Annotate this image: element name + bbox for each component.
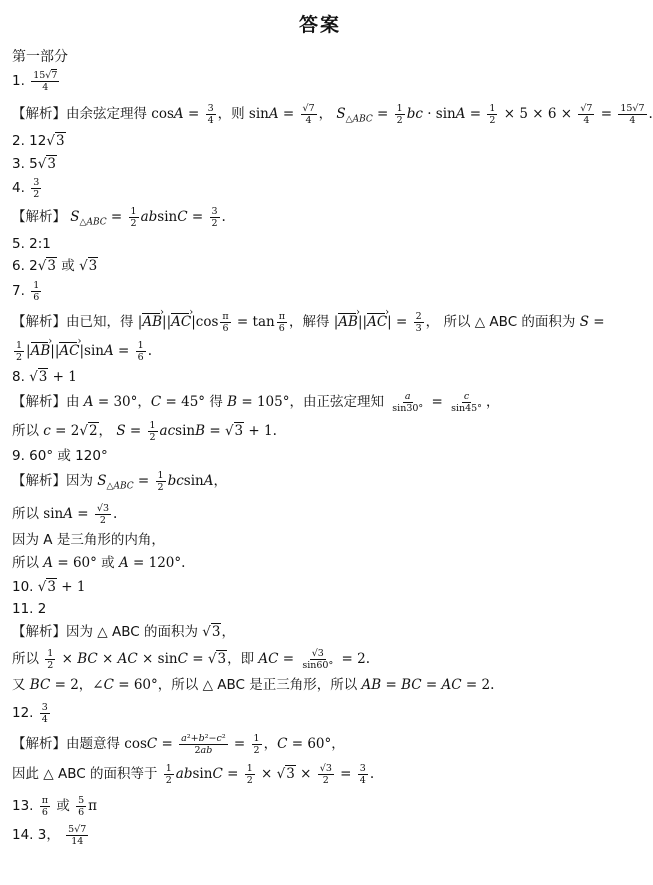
analysis-7-cont: $\frac{1}{2}$ |AB ›||AC ›|sinA = $\frac{1}{6}$ . [12, 340, 152, 363]
answer-11: 11. 2 [12, 601, 47, 617]
answer-8: 8. √3 + 1 [12, 369, 77, 385]
answer-9: 9. 60° 或 120° [12, 448, 108, 464]
answer-12: 12. $\frac{3}{4}$ [12, 702, 48, 725]
answer-2: 2. 12√3 [12, 133, 65, 149]
analysis-12: 【解析】由题意得 cosC = $\frac{\text{a²+b²−c²}}{2ab}$ = $\frac{1}{2}$ ，C = 60°， [12, 733, 345, 756]
analysis-9: 【解析】因为 $S_{\triangle ABC}$ = $\frac{1}{2}$ bcsinA， [12, 470, 227, 493]
answer-7: 7. $\frac{1}{6}$ [12, 280, 40, 303]
analysis-9-line3: 因为 A 是三角形的内角， [12, 532, 165, 548]
answer-3: 3. 5√3 [12, 156, 56, 172]
answer-13: 13. $\frac{\pi}{6}$ 或 $\frac{5}{6}$ π [12, 795, 98, 818]
answer-5: 5. 2:1 [12, 236, 51, 252]
analysis-11-cont: 所以 $\frac{1}{2}$ × BC × AC × sinC = √3，即 AC = $\frac{√3}{\sin 60^\circ}$ = 2. [12, 648, 371, 671]
analysis-8: 【解析】由 A = 30°，C = 45° 得 B = 105°，由正弦定理知 $\frac{a}{\sin 30^\circ}$ = $\frac{c}{\sin 45^\circ}$ ， [12, 391, 500, 414]
analysis-9-cont: 所以 sinA = $\frac{√3}{2}$ . [12, 503, 118, 526]
answer-4: 4. $\frac{3}{2}$ [12, 177, 40, 200]
answer-1: 1. $\frac{15√7}{4}$ [12, 70, 58, 93]
analysis-7: 【解析】由已知，得 |AB ›||AC ›|cos $\frac{\pi}{6}$ = tan $\frac{\pi}{6}$ ，解得 |AB ›||AC ›| = $\frac{2}{3}$ ， 所以 △ ABC 的面积为 S = [12, 311, 605, 334]
answer-6: 6. 2√3 或 √3 [12, 258, 98, 274]
analysis-12-cont: 因此 △ ABC 的面积等于 $\frac{1}{2}$ absinC = $\frac{1}{2}$ × √3 × $\frac{√3}{2}$ = $\frac{3}{4}$ . [12, 763, 375, 786]
analysis-8-cont: 所以 c = 2√2， S = $\frac{1}{2}$ acsinB = √3 + 1. [12, 420, 277, 443]
analysis-1: 【解析】由余弦定理得 cosA = $\frac{3}{4}$ ，则 sinA = $\frac{√7}{4}$ ， $S_{\triangle ABC}$ = $\frac{1}{2}$ bc · sinA = $\frac{1}{2}$ × 5 × 6 × $\frac{√7}{4}$ = $\frac{15√7}{4}$ . [12, 103, 653, 126]
analysis-9-line4: 所以 A = 60° 或 A = 120°. [12, 555, 186, 571]
analysis-11-line3: 又 BC = 2，∠C = 60°，所以 △ ABC 是正三角形，所以 AB = BC = AC = 2. [12, 677, 495, 693]
page-title: 答案 [298, 14, 341, 36]
analysis-11: 【解析】因为 △ ABC 的面积为 √3， [12, 624, 235, 640]
answer-14: 14. 3， $\frac{5√7}{14}$ [12, 824, 87, 847]
section-heading: 第一部分 [12, 49, 68, 65]
analysis-4: 【解析】 $S_{\triangle ABC}$ = $\frac{1}{2}$ absinC = $\frac{3}{2}$ . [12, 206, 226, 229]
answer-10: 10. √3 + 1 [12, 579, 86, 595]
